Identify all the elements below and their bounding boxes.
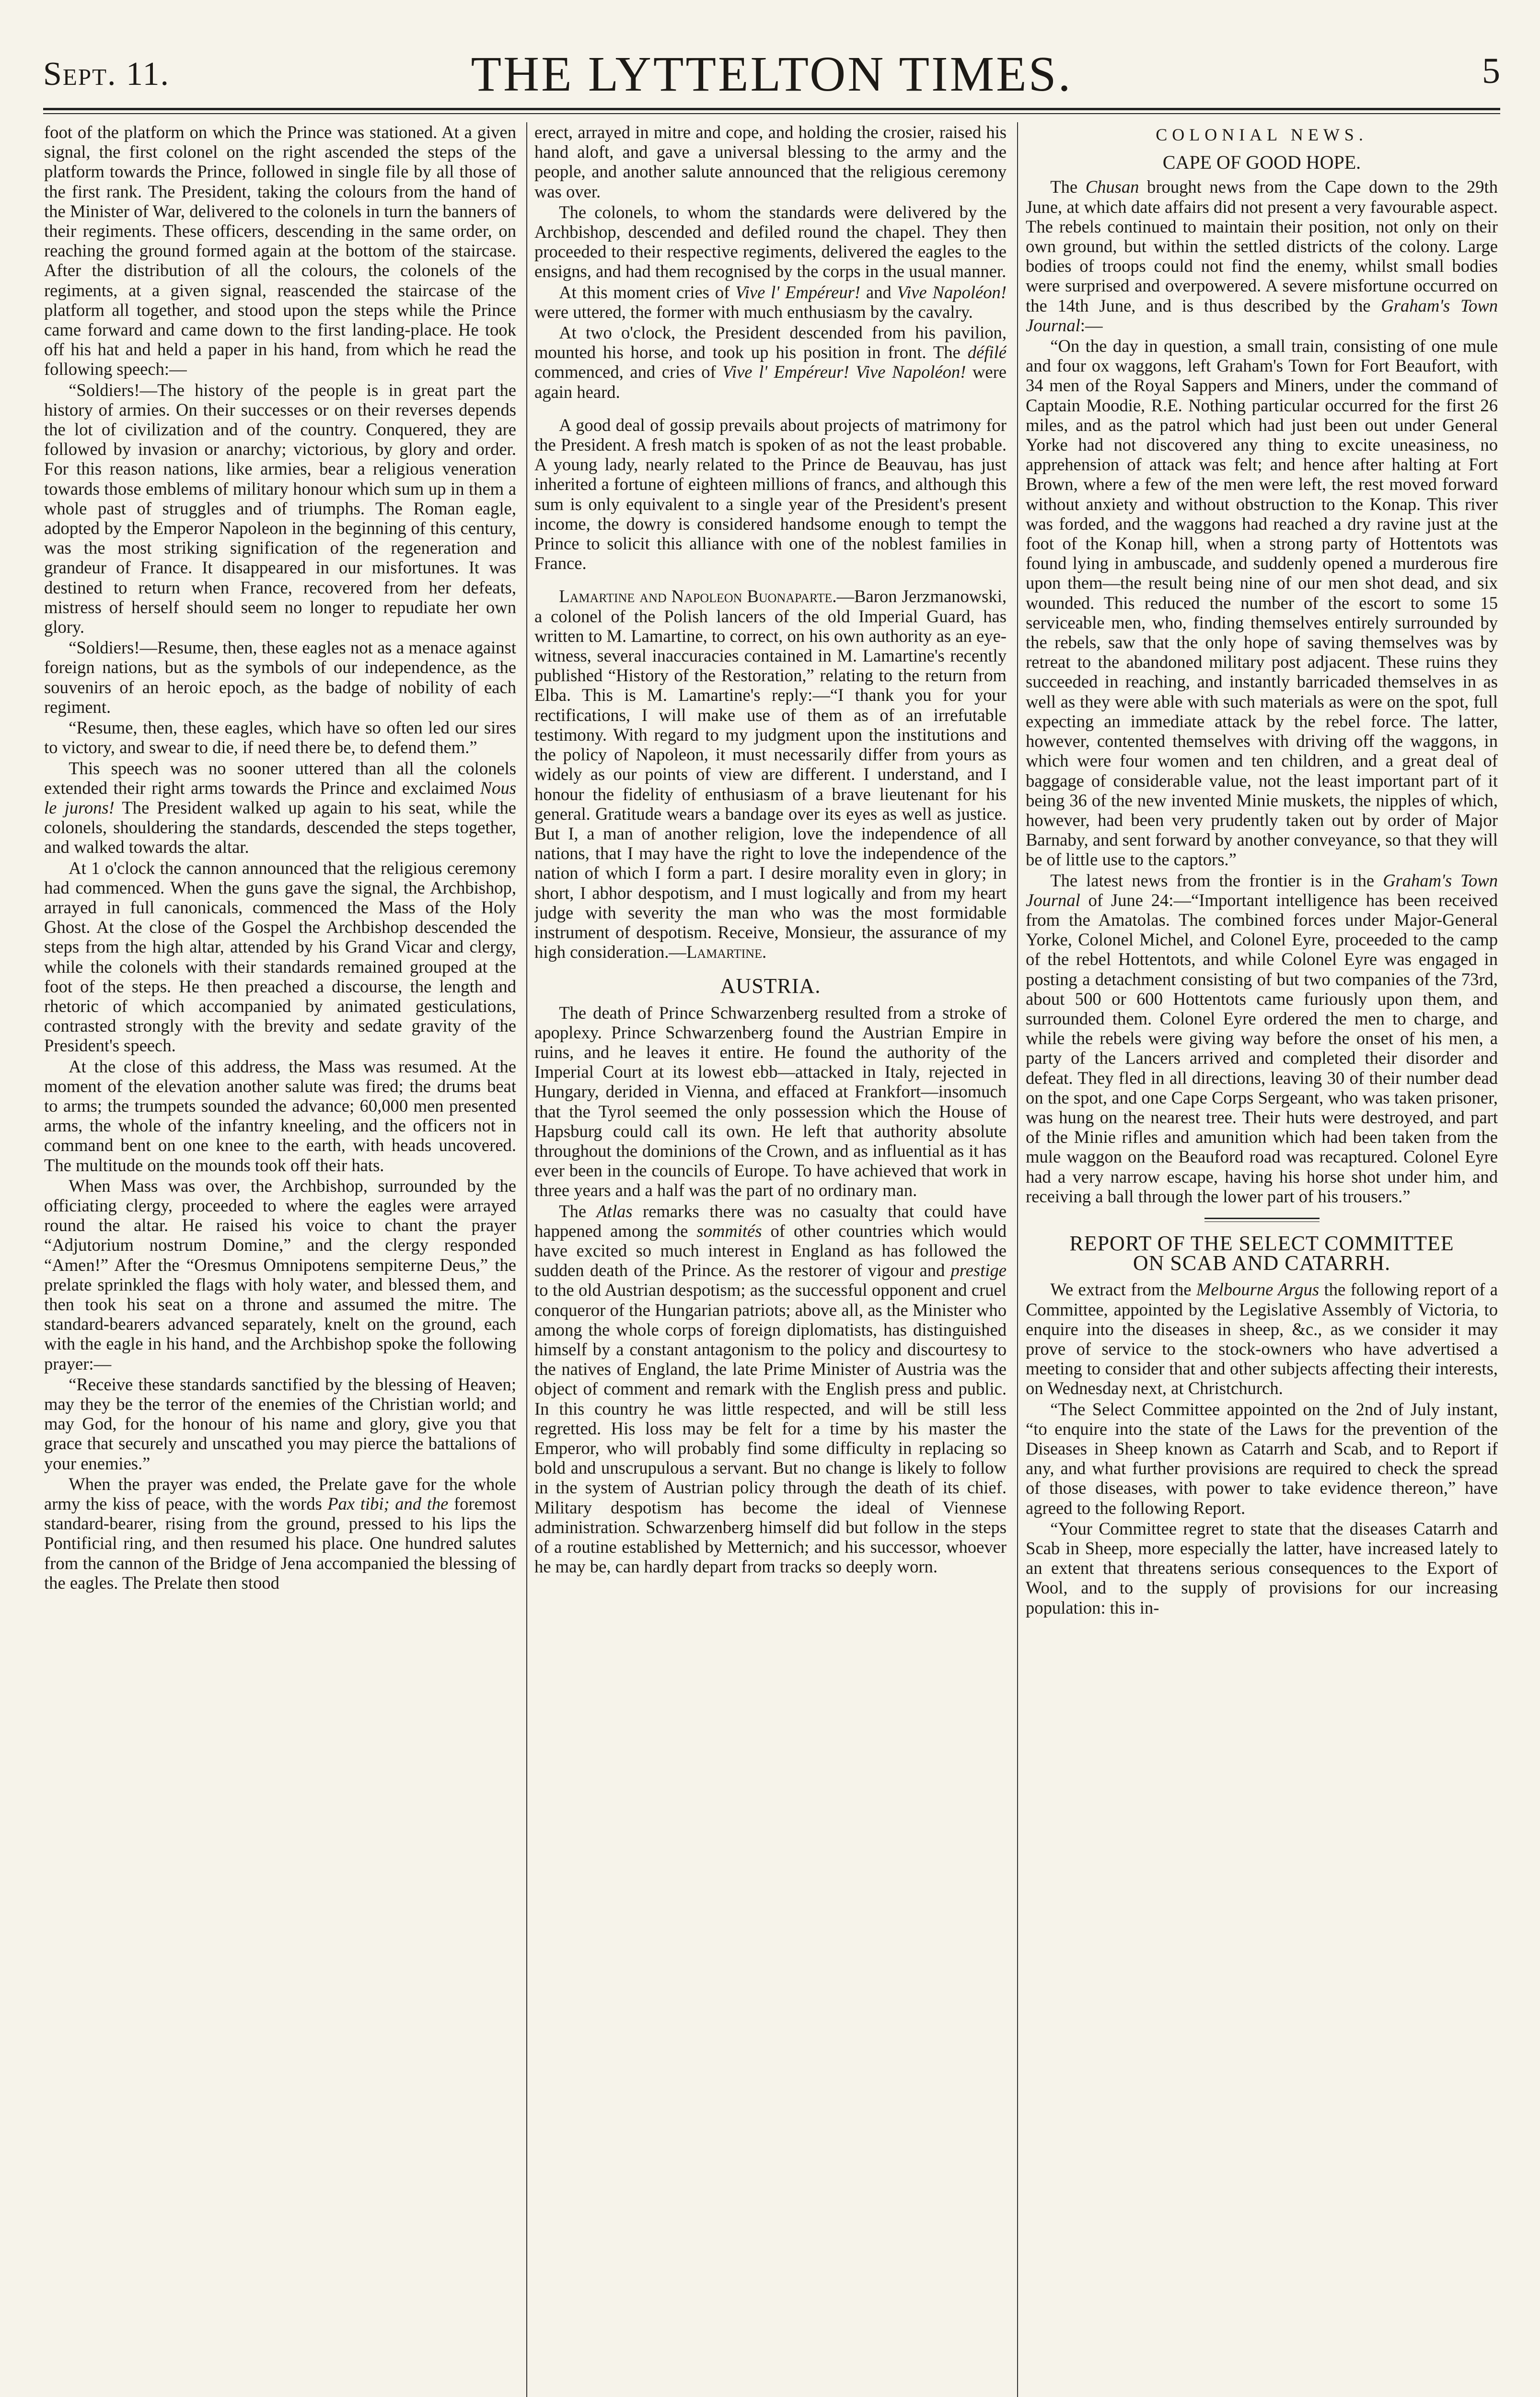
text-run: were uttered, the former with much enthusiasm by the cavalry. bbox=[534, 302, 973, 322]
article-paragraph: “Resume, then, these eagles, which have so often led our sires to victory, and swear to die, if need there be, to defend them.” bbox=[44, 718, 516, 757]
section-heading-report: REPORT OF THE SELECT COMMITTEE bbox=[1069, 1231, 1454, 1255]
text-run: The latest news from the frontier is in the bbox=[1050, 870, 1383, 890]
article-paragraph bbox=[1026, 871, 1498, 1206]
article-paragraph bbox=[44, 758, 516, 857]
italic-run: Vive Napoléon! bbox=[897, 282, 1007, 302]
text-run: commenced, and cries of bbox=[534, 362, 723, 382]
article-paragraph bbox=[534, 586, 1007, 962]
text-run: The bbox=[1050, 177, 1086, 197]
article-paragraph: “Your Committee regret to state that the diseases Catarrh and Scab in Sheep, more especially the latter, have increased lately to an extent that threatens serious consequences to the Export of Wool, and to the supply of provisions for our increasing population: this in- bbox=[1026, 1518, 1498, 1617]
italic-run: Graham's Town Journal bbox=[1026, 870, 1498, 910]
article-paragraph: “On the day in question, a small train, consisting of one mule and four ox waggons, left Graham's Town for Fort Beaufort, with 34 men of the Royal Sappers and Miners, under the command of Captain Moodie, R.E. Nothing particular occurred for the first 26 miles, and as the patrol which had just been out under General Yorke had not discovered any thing to excite uneasiness, no apprehension of attack was felt; and hence after halting at Fort Brown, where a few of the men were left, the rest moved forward without anxiety and without obstruction to the Konap. This river was forded, and the waggons had reached a dry ravine just at the foot of the Konap hill, when a strong party of Hottentots was found lying in ambuscade, and suddenly opened a murderous fire upon them—the result being nine of our men shot dead, and six wounded. This reduced the number of the escort to some 15 serviceable men, who, finding themselves entirely surrounded by the rebels, saw that the only hope of saving themselves was by retreat to the abandoned military post adjacent. These ruins they succeeded in reaching, and instantly barricaded themselves in as well as they were able with such materials as were on the spot, full expecting an immediate attack by the rebel force. The latter, however, contented themselves with driving off the waggons, in which were four women and ten children, and a great deal of baggage of considerable value, not the least important part of it being 36 of the new invented Minie muskets, the nipples of which, however, had been very prudently taken out by order of Major Barnaby, and sent forward by another conveyance, so that they will be of little use to the captors.” bbox=[1026, 336, 1498, 870]
italic-run: Chusan bbox=[1085, 177, 1139, 197]
subheading-cape-of-good-hope: CAPE OF GOOD HOPE. bbox=[1162, 151, 1361, 174]
italic-run: défilé bbox=[967, 342, 1007, 362]
italic-run: Vive l' Empéreur! Vive Napoléon! bbox=[722, 362, 966, 382]
article-paragraph: “Receive these standards sanctified by the blessing of Heaven; may they be the terror of the enemies of the Christian world; and may God, for the honour of his name and glory, give you that grace that securely and unscathed you may pierce the battalions of your enemies.” bbox=[44, 1374, 516, 1473]
section-heading-austria: AUSTRIA. bbox=[720, 974, 821, 998]
text-run: and bbox=[860, 282, 897, 302]
masthead bbox=[43, 46, 1500, 108]
masthead-date: Sept. 11. bbox=[43, 56, 170, 93]
italic-run: Vive l' Empéreur! bbox=[735, 282, 861, 302]
section-divider bbox=[1204, 1218, 1320, 1222]
text-run: remarks there was no casualty that could have happened among the bbox=[534, 1201, 1007, 1241]
italic-run: Atlas bbox=[596, 1201, 633, 1221]
section-heading-colonial-news: COLONIAL NEWS. bbox=[1156, 125, 1368, 144]
text-run: were again heard. bbox=[534, 362, 1007, 402]
italic-run: Nous le jurons! bbox=[44, 778, 516, 817]
text-run: When the prayer was ended, the Prelate gave for the whole army the kiss of peace, with the words bbox=[44, 1474, 516, 1514]
article-paragraph: At 1 o'clock the cannon announced that the religious ceremony had commenced. When the guns gave the signal, the Archbishop, arrayed in full canonicals, commenced the Mass of the Holy Ghost. At the close of the Gospel the Archbishop descended the steps from the high altar, attended by his Grand Vicar and clergy, while the colonels with their standards remained grouped at the foot of the steps. He then preached a discourse, the length and rhetoric of which accompanied by animated gesticulations, contrasted strongly with the brevity and sedate gravity of the President's speech. bbox=[44, 858, 516, 1056]
text-run: At this moment cries of bbox=[559, 282, 736, 302]
article-paragraph: When Mass was over, the Archbishop, surrounded by the officiating clergy, proceeded to where the eagles were arrayed round the altar. He raised his voice to chant the prayer “Adjutorium nostrum Domine,” and the clergy responded “Amen!” After the “Oresmus Omnipotens sempiterne Deus,” the prelate sprinkled the flags with holy water, and blessed them, and then took his seat on a throne and assumed the mitre. The standard-bearers advanced separately, knelt on the ground, each with the eagle in his hand, and the Archbishop spoke the following prayer:— bbox=[44, 1175, 516, 1373]
section-heading-report-line-2: ON SCAB AND CATARRH. bbox=[1133, 1251, 1391, 1275]
text-run: At two o'clock, the President descended from his pavilion, mounted his horse, and took up his position in front. The bbox=[534, 323, 1007, 362]
signature: Lamartine. bbox=[686, 942, 767, 962]
text-run: The President walked up again to his seat, while the colonels, shouldering the standards, descended the steps together, and walked towards the altar. bbox=[44, 797, 516, 857]
article-paragraph: The death of Prince Schwarzenberg resulted from a stroke of apoplexy. Prince Schwarzenberg found the Austrian Empire in ruins, and he leaves it entire. He found the authority of the Imperial Court at its lowest ebb—attacked in Italy, rejected in Hungary, derided in Vienna, and effaced at Frankfort—insomuch that the Tyrol seemed the only possession which the House of Hapsburg could call its own. He left that authority absolute throughout the dominions of the Crown, and as influential as it has ever been in the councils of Europe. To have achieved that work in three years and a half was the part of no ordinary man. bbox=[534, 1002, 1007, 1200]
column-rule-1 bbox=[526, 122, 527, 2397]
masthead-title: THE LYTTELTON TIMES. bbox=[471, 47, 1073, 102]
article-paragraph: “Soldiers!—The history of the people is in great part the history of armies. On their successes or on their reverses depends the lot of civilization and of the country. Conquered, they are followed by invasion or anarchy; victorious, by glory and order. For this reason nations, like armies, bear a religious veneration towards those emblems of military honour which sum up in them a whole past of struggles and of triumphs. The Roman eagle, adopted by the Emperor Napoleon in the beginning of this century, was the most striking signification of the regeneration and grandeur of France. It disappeared in our misfortunes. It was destined to return when France, recovered from her defeats, mistress of herself should seem no longer to repudiate her own glory. bbox=[44, 380, 516, 637]
article-paragraph bbox=[44, 1474, 516, 1593]
article-paragraph bbox=[534, 323, 1007, 402]
column-3 bbox=[1026, 122, 1498, 2397]
italic-run: prestige bbox=[950, 1260, 1007, 1280]
column-1 bbox=[44, 122, 516, 2397]
text-run: foremost standard-bearer, rising from the ground, pressed to his lips the Pontificial ring, and then resumed his place. One hundred salutes from the cannon of the Bridge of Jena accompanied the blessing of the eagles. The Prelate then stood bbox=[44, 1494, 516, 1593]
text-run: to the old Austrian despotism; as the successful opponent and cruel conqueror of the Hungarian patriots; above all, as the Minister who among the whole corps of foreign diplomatists, has distinguished himself by a constant antagonism to the policy and discourtesy to the natives of England, the late Prime Minister of Austria was the object of comment and remark with the English press and public. In this country he was little respected, and will be still less regretted. His loss may be felt for a time by his master the Emperor, who will probably find some difficulty in replacing so bold and unscrupulous a servant. But no change is likely to follow in the system of Austrian policy through the death of its chief. Military despotism has become the ideal of Viennese administration. Schwarzenberg himself did but follow in the steps of a routine established by Metternich; and his successor, whoever he may be, can hardly depart from tracks so deeply worn. bbox=[534, 1280, 1007, 1577]
text-run: the following report of a Committee, appointed by the Legislative Assembly of Victoria, to enquire into the diseases in sheep, &c., as we consider it may prove of service to the stock-owners who have advertised a meeting to consider that and other subjects affecting their interests, on Wednesday next, at Christchurch. bbox=[1026, 1280, 1498, 1398]
article-paragraph: “The Select Committee appointed on the 2nd of July instant, “to enquire into the state of the Laws for the prevention of the Diseases in Sheep known as Catarrh and Scab, and to Report if any, and what further provisions are required to check the spread of those diseases, with power to take evidence thereon,” have agreed to the following Report. bbox=[1026, 1399, 1498, 1518]
article-paragraph bbox=[534, 1201, 1007, 1577]
text-run: This speech was no sooner uttered than all the colonels extended their right arms towards the Prince and exclaimed bbox=[44, 758, 516, 798]
text-run: —Baron Jerzmanowski, a colonel of the Polish lancers of the old Imperial Guard, has written to M. Lamartine, to correct, on his own authority as an eye-witness, several inaccuracies contained in M. Lamartine's recently published “History of the Restoration,” relating to the return from Elba. This is M. Lamartine's reply:—“I thank you for your rectifications, I will make use of them as of an irrefutable testimony. With regard to my judgment upon the institutions and the policy of Napoleon, it must necessarily differ from yours as widely as our points of view are different. I understand, and I honour the fidelity of enthusiasm of a brave lieutenant for his general. Gratitude wears a bandage over its eyes as well as justice. But I, a man of another religion, love the independence of all nations, that I may have the right to love the independence of the nation of which I form a part. I desire morality even in glory; in short, I abhor despotism, and I must logically and from my heart judge with severity the man who was the most formidable instrument of despotism. Receive, Monsieur, the assurance of my high consideration.— bbox=[534, 586, 1007, 962]
article-paragraph: foot of the platform on which the Prince was stationed. At a given signal, the first colonel on the right ascended the steps of the platform towards the Prince, followed in single file by all those of the first rank. The President, taking the colours from the hand of the Minister of War, delivered to the colonels in turn the banners of their regiments. These officers, descending in the same order, on reaching the ground formed again at the bottom of the staircase. After the distribution of all the colours, the colonels of the regiments, at a given signal, reascended the staircase of the platform all together, and stood upon the steps while the Prince came forward and came down to the first landing-place. He took off his hat and held a paper in his hand, from which he read the following speech:— bbox=[44, 122, 516, 379]
italic-run: Graham's Town Journal bbox=[1026, 295, 1498, 335]
article-paragraph: The colonels, to whom the standards were delivered by the Archbishop, descended and defiled round the chapel. They then proceeded to their respective regiments, delivered the eagles to the ensigns, and had them recognised by the corps in the usual manner. bbox=[534, 202, 1007, 281]
page-number: 5 bbox=[1482, 51, 1500, 91]
text-run: of June 24:—“Important intelligence has been received from the Amatolas. The combined forces under Major-General Yorke, Colonel Michel, and Colonel Eyre, proceeded to the camp of the rebel Hottentots, and while Colonel Eyre was engaged in posting a detachment consisting of but two companies of the 73rd, about 500 or 600 Hottentots came furiously upon them, and surrounded them. Colonel Eyre ordered the men to charge, and while the rebels were giving way before the onset of his men, a party of the Lancers arrived and completed their disorder and defeat. They fled in all directions, leaving 30 of their number dead on the spot, and one Cape Corps Sergeant, who was taken prisoner, was hung on the nearest tree. Their huts were destroyed, and part of the Minie rifles and amunition which had been taken from the mule waggon on the Beauford road was recaptured. Colonel Eyre had a very narrow escape, having his horse shot under him, and receiving a ball through the lower part of his trousers.” bbox=[1026, 890, 1498, 1206]
article-paragraph: “Soldiers!—Resume, then, these eagles not as a menace against foreign nations, but as the symbols of our independence, as the souvenirs of an heroic epoch, as the badge of nobility of each regiment. bbox=[44, 638, 516, 717]
italic-run: Pax tibi; and the bbox=[327, 1494, 449, 1514]
paragraph-lead: Lamartine and Napoleon Buonaparte. bbox=[559, 586, 837, 606]
column-rule-2 bbox=[1017, 122, 1018, 2397]
masthead-rule bbox=[43, 108, 1500, 114]
italic-run: sommités bbox=[696, 1221, 762, 1241]
text-run: :— bbox=[1080, 315, 1103, 335]
article-paragraph: A good deal of gossip prevails about projects of matrimony for the President. A fresh match is spoken of as not the least probable. A young lady, nearly related to the Prince de Beauvau, has just inherited a fortune of eighteen millions of francs, and although this sum is only equivalent to a single year of the President's present income, the dowry is considered handsome enough to tempt the Prince to solicit this alliance with one of the noblest families in France. bbox=[534, 415, 1007, 573]
text-run: We extract from the bbox=[1050, 1280, 1196, 1300]
italic-run: Melbourne Argus bbox=[1196, 1280, 1320, 1300]
article-paragraph: erect, arrayed in mitre and cope, and holding the crosier, raised his hand aloft, and gave a universal blessing to the army and the people, and another salute announced that the religious ceremony was over. bbox=[534, 122, 1007, 201]
article-paragraph bbox=[534, 282, 1007, 322]
article-paragraph bbox=[1026, 177, 1498, 335]
text-run: of other countries which would have excited so much interest in England as has followed the sudden death of the Prince. As the restorer of vigour and bbox=[534, 1221, 1007, 1280]
article-paragraph bbox=[1026, 1280, 1498, 1398]
article-paragraph: At the close of this address, the Mass was resumed. At the moment of the elevation another salute was fired; the drums beat to arms; the trumpets sounded the advance; 60,000 men presented arms, the whole of the infantry kneeling, and the officers not in command bent on one knee to the earth, with heads uncovered. The multitude on the mounds took off their hats. bbox=[44, 1056, 516, 1175]
text-run: brought news from the Cape down to the 29th June, at which date affairs did not present a very favourable aspect. The rebels continued to maintain their position, not only on their own ground, but within the settled districts of the colony. Large bodies of troops could not find the enemy, whilst small bodies were surprised and overpowered. A severe misfortune occurred on the 14th June, and is thus described by the bbox=[1026, 177, 1498, 315]
column-2 bbox=[534, 122, 1007, 2397]
text-run: The bbox=[559, 1201, 597, 1221]
